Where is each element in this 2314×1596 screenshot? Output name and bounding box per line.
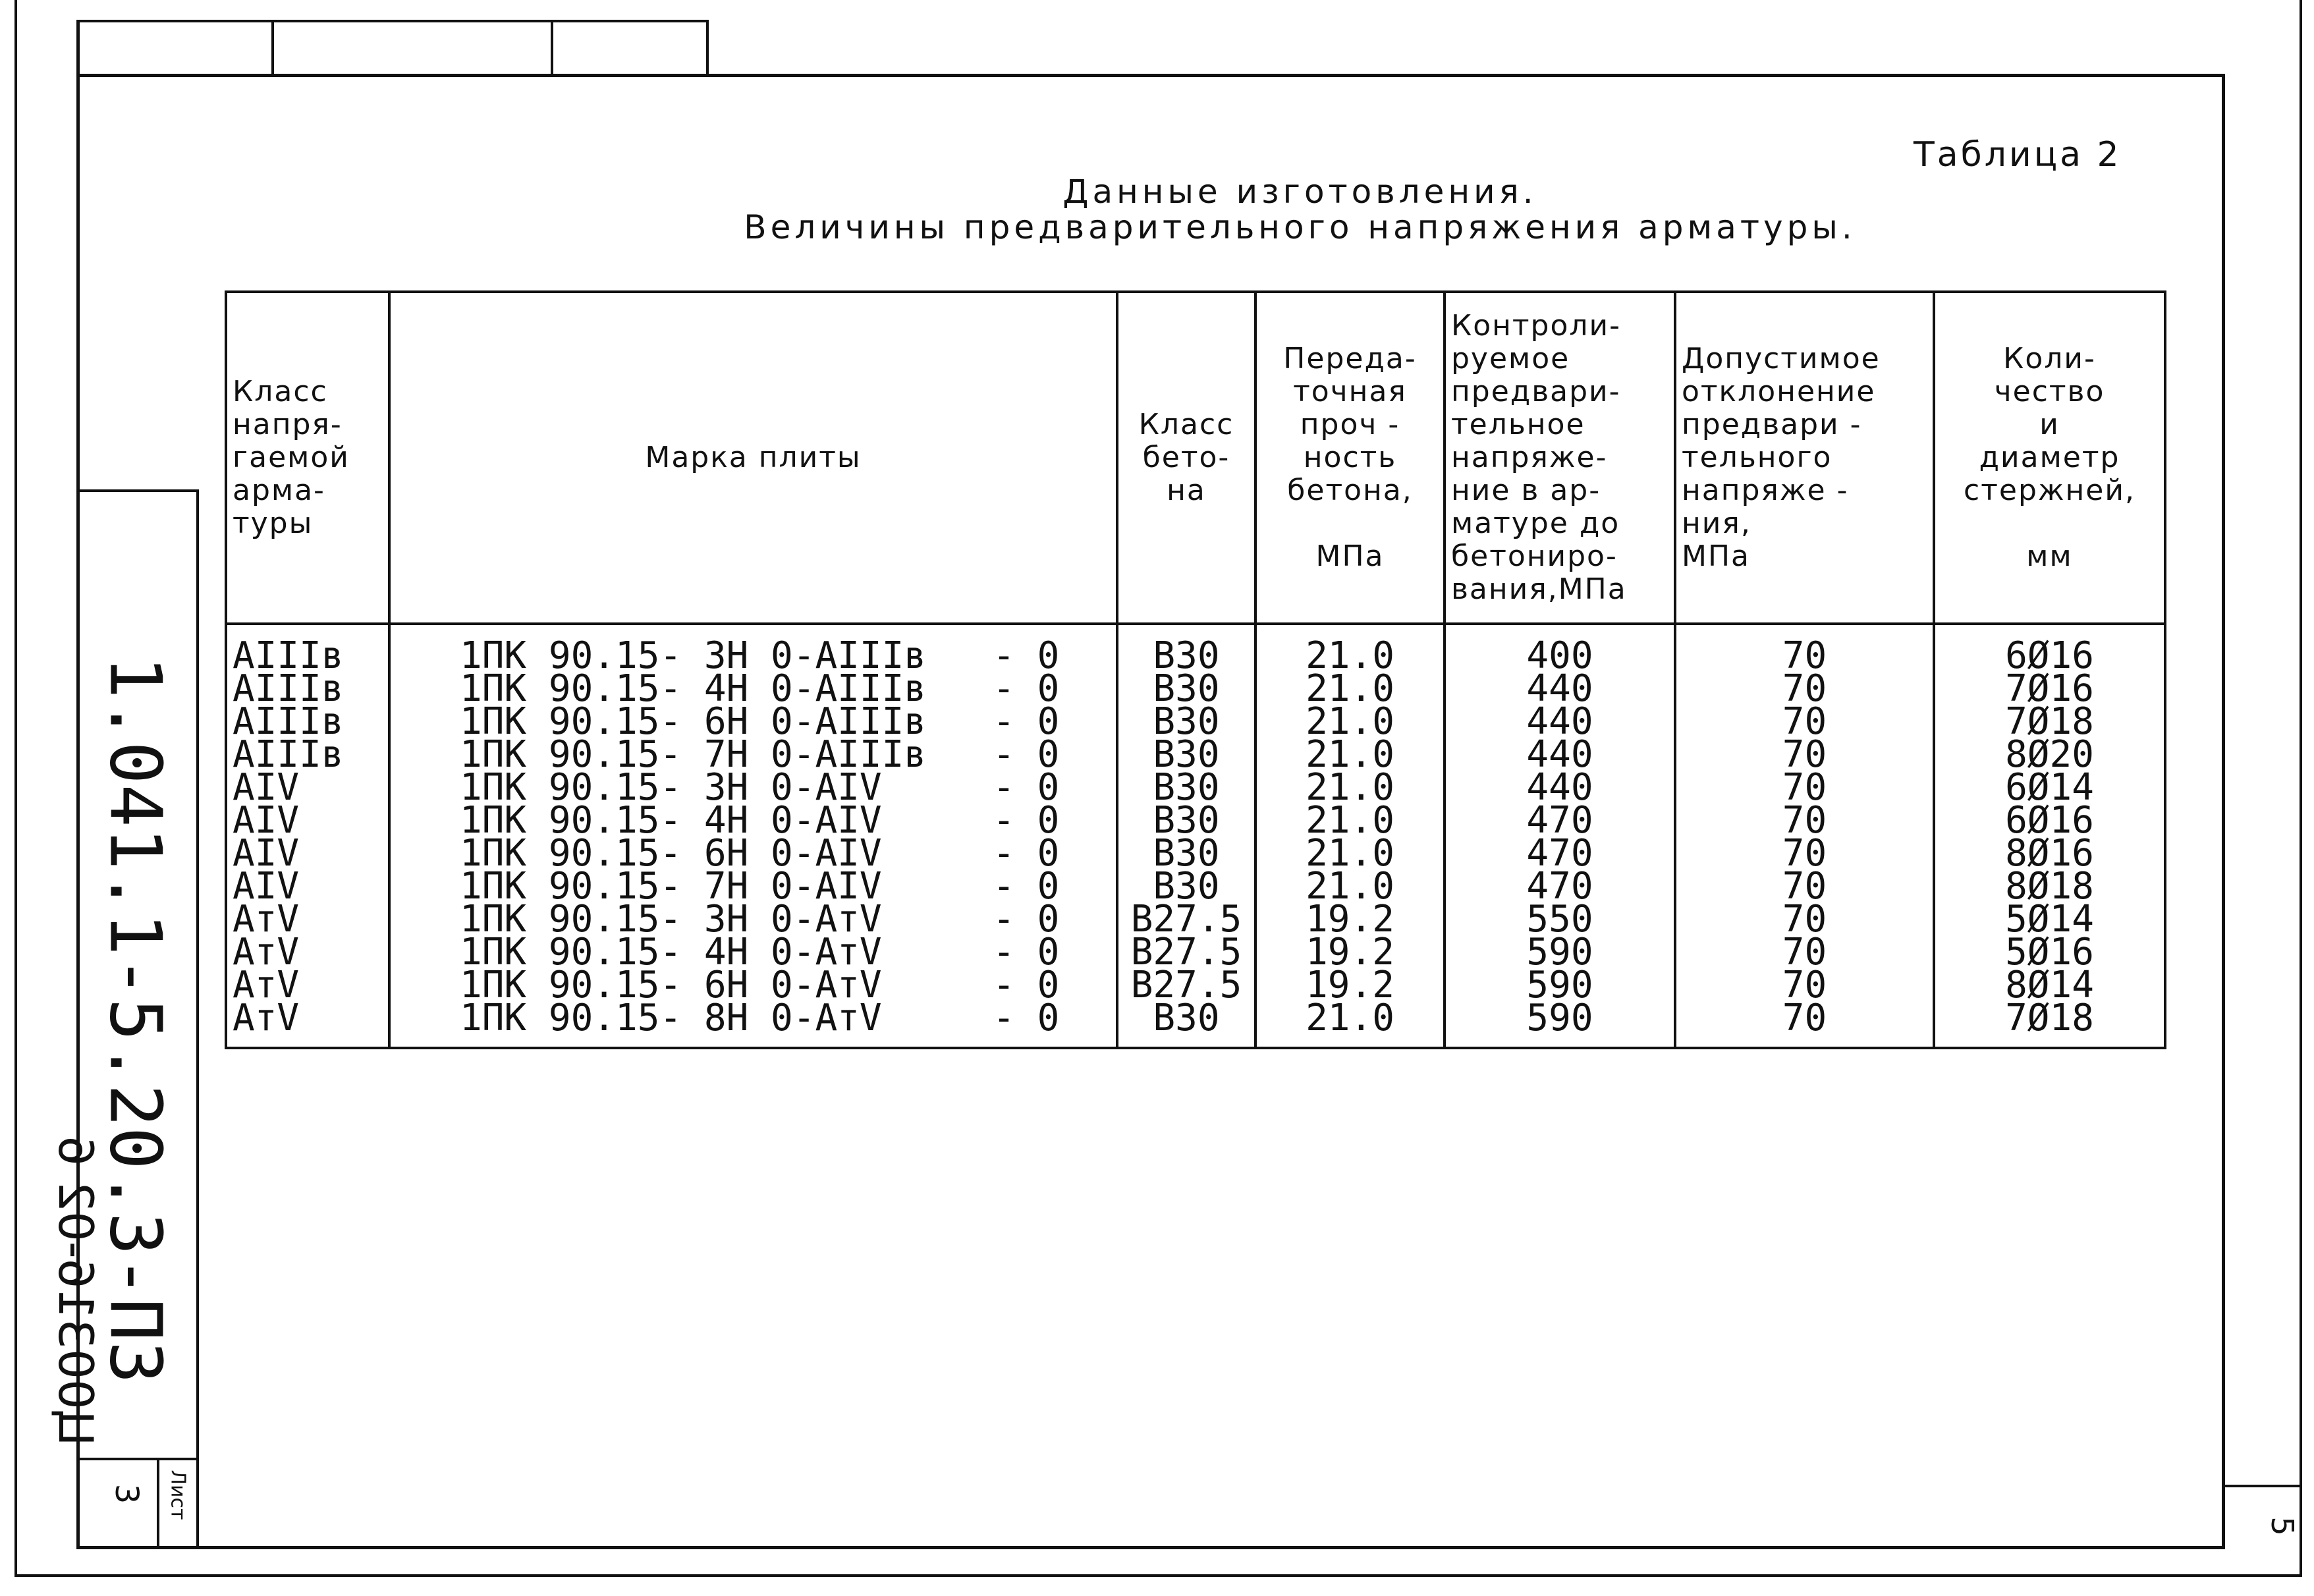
title-line-2: Величины предварительного напряжения арматуры.: [744, 208, 1856, 246]
table-label: Таблица 2: [1914, 135, 2122, 175]
cell: 1ПК 90.15- 6Н 0-AIIIв - 0: [460, 700, 1060, 743]
frame-line: [76, 1458, 199, 1460]
header-transfer-strength: Переда- точная проч - ность бетона, МПа: [1255, 292, 1445, 624]
column-slab-mark: [389, 624, 1117, 1048]
cell: 6Ø16: [2005, 799, 2094, 842]
cell: B30: [1153, 634, 1220, 677]
cell: 6Ø14: [2005, 766, 2094, 809]
cell: B27.5: [1130, 931, 1242, 974]
cell: 21.0: [1306, 733, 1394, 776]
cell: 470: [1526, 799, 1593, 842]
cell: 70: [1782, 832, 1827, 875]
cell: 1ПК 90.15- 6Н 0-AIV - 0: [460, 832, 1060, 875]
cell: B30: [1153, 997, 1220, 1039]
prestress-table: [225, 290, 2166, 1049]
sheet-number: 3: [108, 1483, 145, 1504]
cell: 440: [1526, 667, 1593, 710]
cell: 1ПК 90.15- 4Н 0-AтV - 0: [460, 931, 1060, 974]
column-allowed-deviation: [1675, 624, 1934, 1048]
cell: 70: [1782, 700, 1827, 743]
cell: 1ПК 90.15- 4Н 0-AIV - 0: [460, 799, 1060, 842]
cell: 19.2: [1306, 898, 1394, 941]
header-bar-count-diameter: Коли- чество и диаметр стержней, мм: [1934, 292, 2165, 624]
cell: AIIIв: [233, 634, 344, 677]
cell: 1ПК 90.15- 3Н 0-AтV - 0: [460, 898, 1060, 941]
cell: 400: [1526, 634, 1593, 677]
cell: AIV: [233, 766, 300, 809]
frame-line: [76, 489, 199, 492]
frame-line: [551, 20, 553, 74]
cell: 8Ø16: [2005, 832, 2094, 875]
cell: 70: [1782, 766, 1827, 809]
cell: 590: [1526, 931, 1593, 974]
header-row: [226, 292, 2165, 624]
column-transfer-strength: [1255, 624, 1445, 1048]
cell: 70: [1782, 733, 1827, 776]
cell: AIIIв: [233, 667, 344, 710]
cell: B30: [1153, 700, 1220, 743]
cell: 1ПК 90.15- 8Н 0-AтV - 0: [460, 997, 1060, 1039]
cell: 19.2: [1306, 931, 1394, 974]
frame-line: [76, 74, 2224, 77]
cell: 5Ø14: [2005, 898, 2094, 941]
cell: 470: [1526, 832, 1593, 875]
cell: B30: [1153, 799, 1220, 842]
cell: 21.0: [1306, 766, 1394, 809]
cell: 19.2: [1306, 964, 1394, 1006]
cell: B30: [1153, 832, 1220, 875]
column-bar-count-diameter: [1934, 624, 2165, 1048]
cell: AIV: [233, 799, 300, 842]
column-controlled-stress: [1445, 624, 1675, 1048]
frame-line: [706, 20, 709, 74]
cell: 6Ø16: [2005, 634, 2094, 677]
cell: 21.0: [1306, 700, 1394, 743]
cell: 7Ø18: [2005, 700, 2094, 743]
header-controlled-stress: Контроли- руемое предвари- тельное напряже- ние в ар- матуре до бетониро- вания,МПа: [1445, 292, 1675, 624]
cell: 21.0: [1306, 634, 1394, 677]
cell: 8Ø14: [2005, 964, 2094, 1006]
cell: AIV: [233, 865, 300, 908]
table-body: [226, 624, 2165, 1048]
cell: B27.5: [1130, 898, 1242, 941]
column-rebar-class: [226, 624, 389, 1048]
cell: B30: [1153, 733, 1220, 776]
cell: 70: [1782, 964, 1827, 1006]
cell: 590: [1526, 997, 1593, 1039]
cell: AIV: [233, 832, 300, 875]
cell: 70: [1782, 667, 1827, 710]
cell: 440: [1526, 766, 1593, 809]
header-slab-mark: Марка плиты: [389, 292, 1117, 624]
header-allowed-deviation: Допустимое отклонение предвари - тельного напряже - ния, МПа: [1675, 292, 1934, 624]
cell: 1ПК 90.15- 4Н 0-AIIIв - 0: [460, 667, 1060, 710]
cell: 470: [1526, 865, 1593, 908]
cell: 1ПК 90.15- 3Н 0-AIIIв - 0: [460, 634, 1060, 677]
cell: AтV: [233, 898, 300, 941]
cell: 70: [1782, 997, 1827, 1039]
cell: 1ПК 90.15- 7Н 0-AIV - 0: [460, 865, 1060, 908]
cell: 8Ø18: [2005, 865, 2094, 908]
cell: 21.0: [1306, 997, 1394, 1039]
cell: B30: [1153, 865, 1220, 908]
cell: AIIIв: [233, 733, 344, 776]
cell: AIIIв: [233, 700, 344, 743]
archive-number: Ц00316-02 6: [48, 1136, 103, 1446]
cell: 7Ø16: [2005, 667, 2094, 710]
frame-line: [196, 489, 199, 1549]
header-concrete-class: Класс бето- на: [1117, 292, 1255, 624]
frame-line: [157, 1458, 159, 1547]
column-concrete-class: [1117, 624, 1255, 1048]
header-rebar-class: Класс напря- гаемой арма- туры: [226, 292, 389, 624]
title-line-1: Данные изготовления.: [1062, 173, 1537, 211]
cell: 440: [1526, 700, 1593, 743]
document-code: 1.041.1-5.20.3-ПЗ: [94, 655, 177, 1384]
cell: B30: [1153, 766, 1220, 809]
cell: 8Ø20: [2005, 733, 2094, 776]
page-number: 5: [2265, 1516, 2300, 1536]
cell: AтV: [233, 931, 300, 974]
cell: 590: [1526, 964, 1593, 1006]
cell: 70: [1782, 799, 1827, 842]
cell: AтV: [233, 964, 300, 1006]
cell: B30: [1153, 667, 1220, 710]
cell: 21.0: [1306, 667, 1394, 710]
cell: B27.5: [1130, 964, 1242, 1006]
sheet-label: Лист: [166, 1470, 190, 1520]
cell: 1ПК 90.15- 6Н 0-AтV - 0: [460, 964, 1060, 1006]
cell: 70: [1782, 931, 1827, 974]
cell: 550: [1526, 898, 1593, 941]
cell: 1ПК 90.15- 7Н 0-AIIIв - 0: [460, 733, 1060, 776]
cell: 70: [1782, 634, 1827, 677]
cell: 5Ø16: [2005, 931, 2094, 974]
frame-line: [271, 20, 274, 74]
frame-line: [76, 1546, 2225, 1549]
cell: 21.0: [1306, 799, 1394, 842]
cell: 70: [1782, 898, 1827, 941]
frame-line: [2222, 1485, 2301, 1487]
cell: 1ПК 90.15- 3Н 0-AIV - 0: [460, 766, 1060, 809]
cell: 70: [1782, 865, 1827, 908]
cell: 21.0: [1306, 865, 1394, 908]
frame-line: [76, 20, 709, 22]
frame-line: [14, 0, 17, 1576]
cell: 7Ø18: [2005, 997, 2094, 1039]
cell: 440: [1526, 733, 1593, 776]
cell: 21.0: [1306, 832, 1394, 875]
frame-line: [2222, 74, 2225, 1549]
cell: AтV: [233, 997, 300, 1039]
frame-line: [14, 1574, 2302, 1577]
